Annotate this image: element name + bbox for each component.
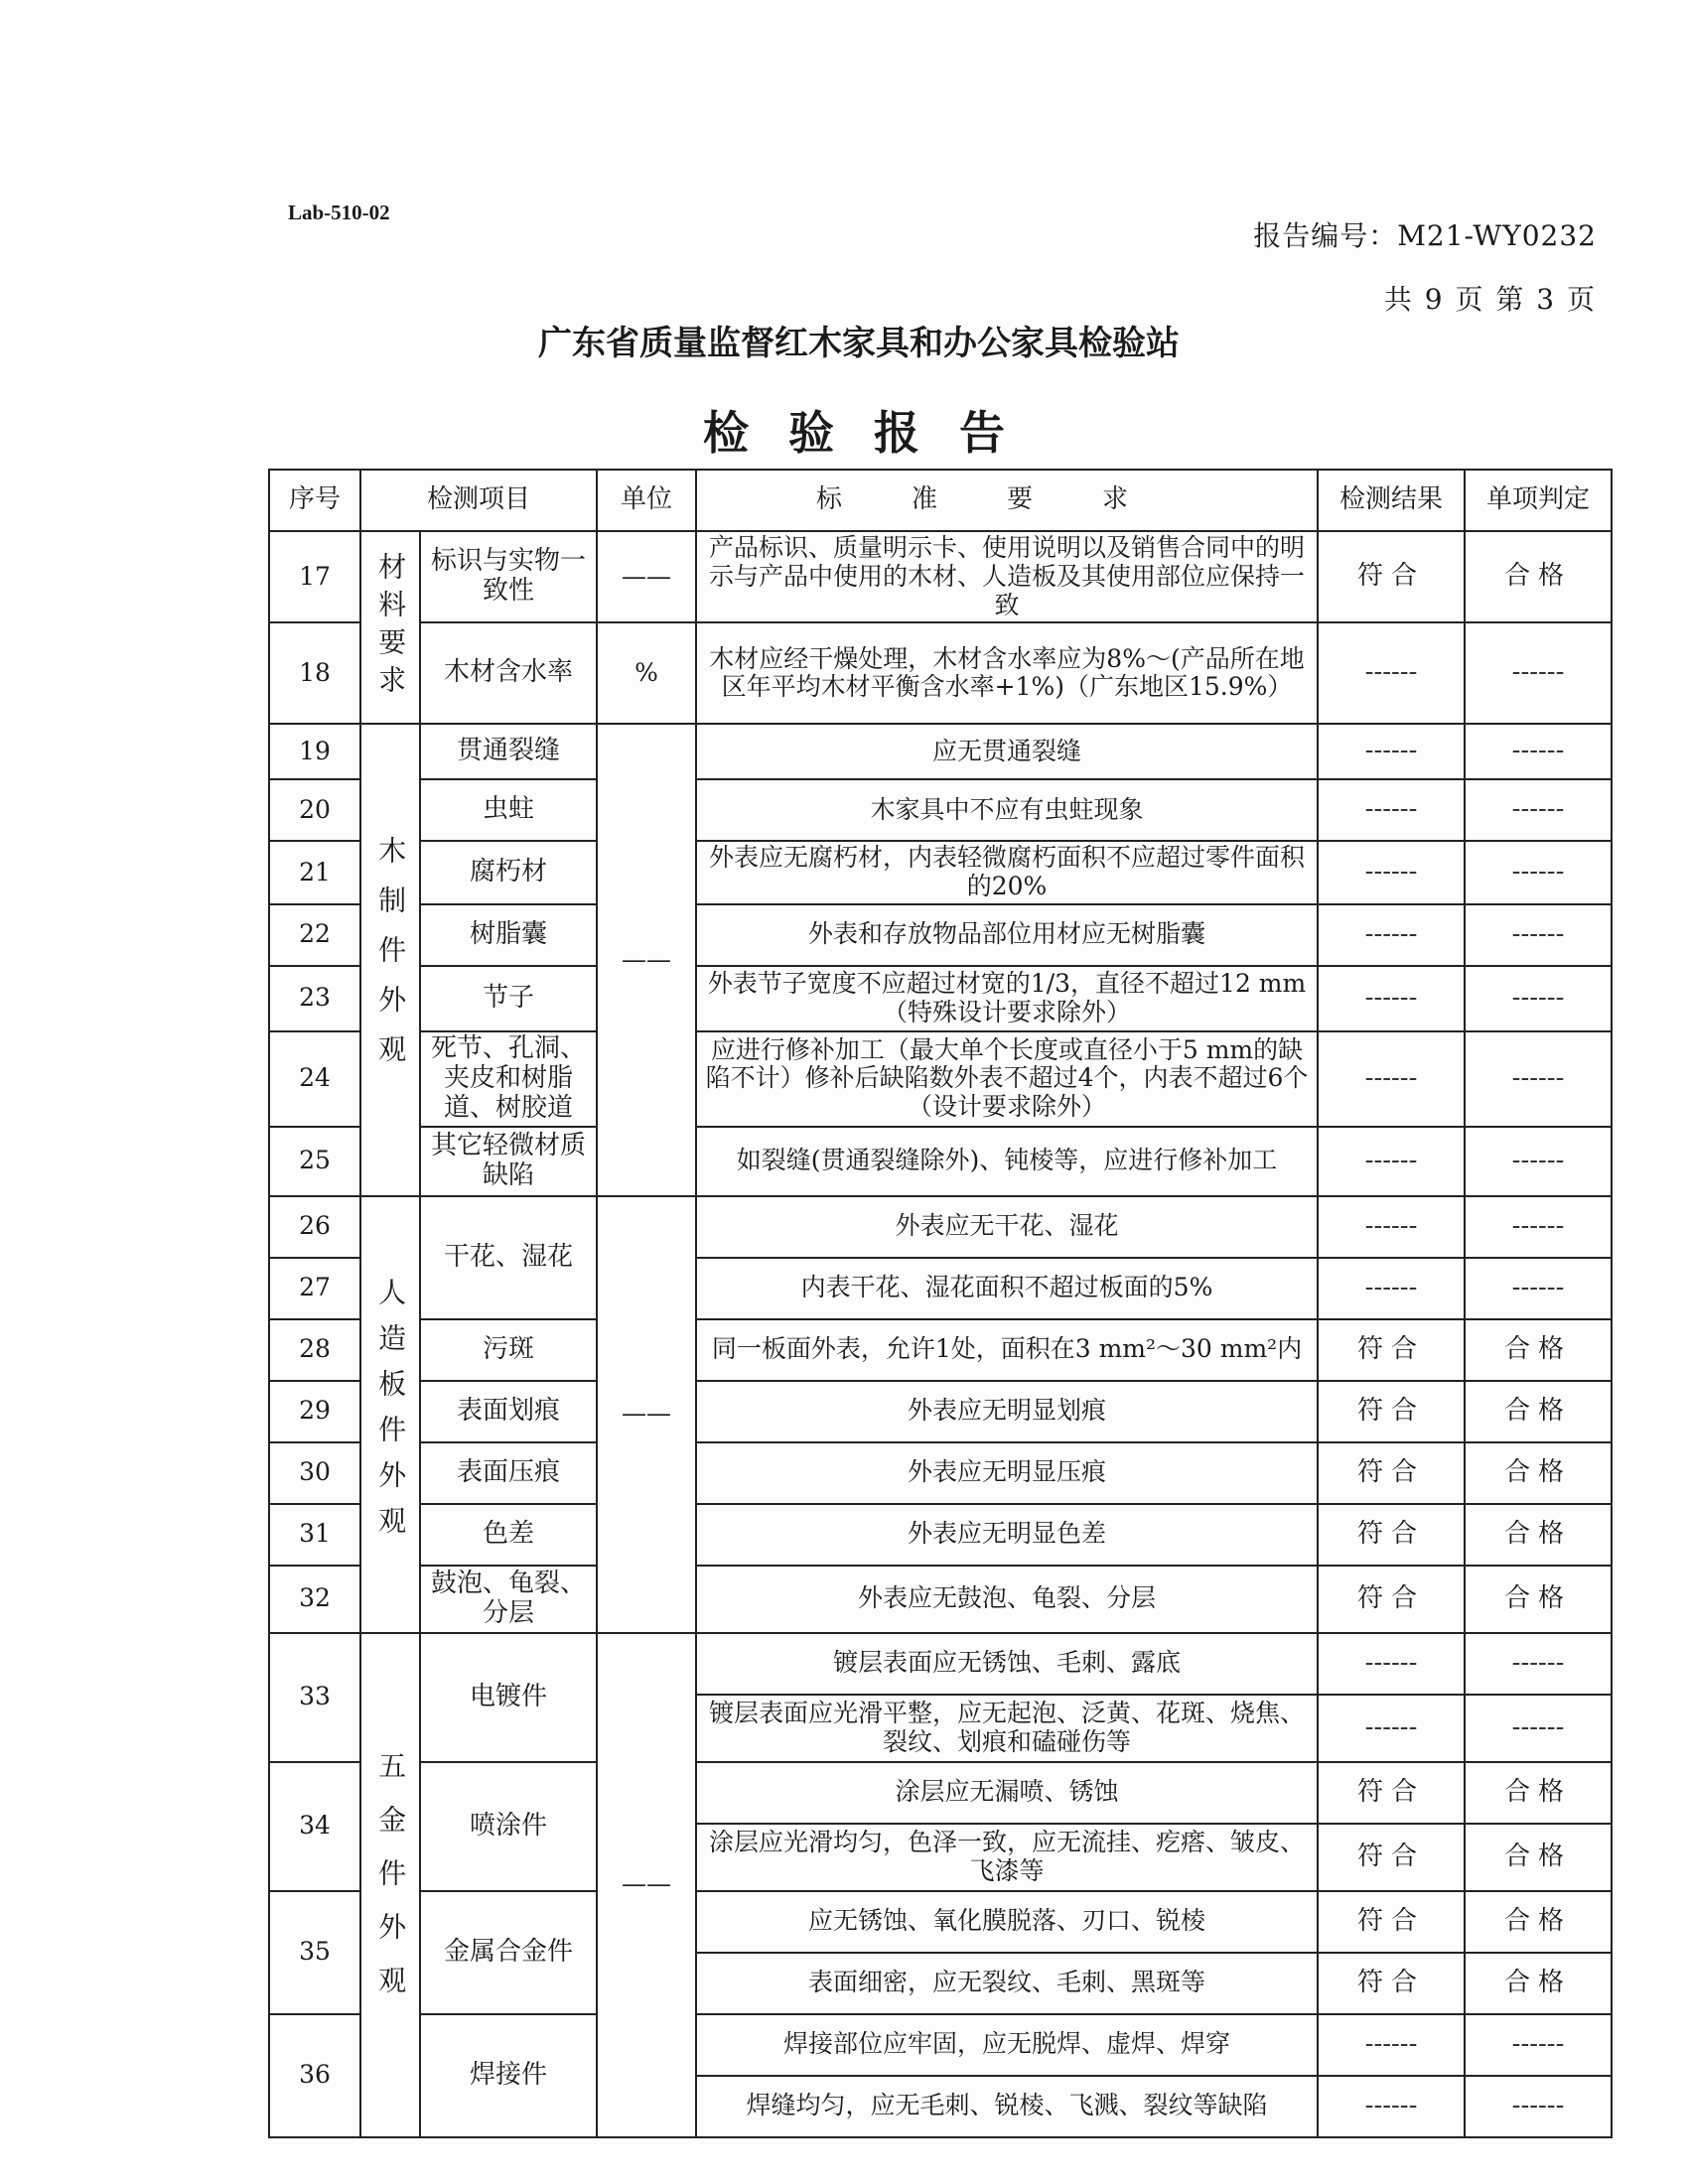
requirement: 涂层应光滑均匀，色泽一致，应无流挂、疙瘩、皱皮、飞漆等 — [696, 1824, 1318, 1891]
table-row — [269, 1381, 1612, 1442]
verdict: ------ — [1465, 2014, 1612, 2076]
requirement: 如裂缝(贯通裂缝除外)、钝棱等，应进行修补加工 — [696, 1127, 1318, 1196]
result: 符合 — [1318, 1504, 1465, 1566]
verdict: 合格 — [1465, 1566, 1612, 1633]
verdict: 合格 — [1465, 1953, 1612, 2014]
item-name: 干花、湿花 — [420, 1196, 597, 1319]
table-row — [269, 1319, 1612, 1381]
item-name: 节子 — [420, 966, 597, 1031]
requirement: 外表应无明显划痕 — [696, 1381, 1318, 1442]
item-name: 电镀件 — [420, 1633, 597, 1762]
row-number: 21 — [269, 841, 360, 904]
table-row — [269, 1762, 1612, 1824]
row-number: 29 — [269, 1381, 360, 1442]
table-row — [269, 1031, 1612, 1127]
row-number: 22 — [269, 904, 360, 966]
unit: —— — [597, 1633, 696, 2137]
requirement: 焊接部位应牢固，应无脱焊、虚焊、焊穿 — [696, 2014, 1318, 2076]
item-name: 虫蛀 — [420, 779, 597, 841]
item-name: 表面划痕 — [420, 1381, 597, 1442]
verdict: ------ — [1465, 966, 1612, 1031]
result: 符合 — [1318, 1824, 1465, 1891]
col-header-requirement: 标准要求 — [696, 470, 1318, 531]
verdict: 合格 — [1465, 1762, 1612, 1824]
requirement: 外表应无明显压痕 — [696, 1442, 1318, 1504]
document-title: 检验报告 — [703, 406, 1045, 460]
table-row — [269, 779, 1612, 841]
row-number: 25 — [269, 1127, 360, 1196]
requirement: 产品标识、质量明示卡、使用说明以及销售合同中的明示与产品中使用的木材、人造板及其使用部位应保持一致 — [696, 531, 1318, 622]
item-name: 其它轻微材质缺陷 — [420, 1127, 597, 1196]
verdict: ------ — [1465, 1258, 1612, 1319]
requirement: 应无贯通裂缝 — [696, 724, 1318, 779]
result: ------ — [1318, 1031, 1465, 1127]
table-row — [269, 1566, 1612, 1633]
verdict: ------ — [1465, 1695, 1612, 1762]
item-name: 表面压痕 — [420, 1442, 597, 1504]
table-row — [269, 841, 1612, 904]
item-name: 焊接件 — [420, 2014, 597, 2137]
item-name: 树脂囊 — [420, 904, 597, 966]
result: 符合 — [1318, 1891, 1465, 1953]
verdict: ------ — [1465, 904, 1612, 966]
col-header-result: 检测结果 — [1318, 470, 1465, 531]
verdict: 合格 — [1465, 1381, 1612, 1442]
row-number: 27 — [269, 1258, 360, 1319]
result: ------ — [1318, 966, 1465, 1031]
category-board: 人造板件外观 — [360, 1196, 420, 1633]
result: ------ — [1318, 1196, 1465, 1258]
col-header-item: 检测项目 — [360, 470, 597, 531]
requirement: 同一板面外表，允许1处，面积在3 mm²～30 mm²内 — [696, 1319, 1318, 1381]
verdict: 合格 — [1465, 1319, 1612, 1381]
verdict: 合格 — [1465, 1504, 1612, 1566]
verdict: 合格 — [1465, 1824, 1612, 1891]
row-number: 28 — [269, 1319, 360, 1381]
verdict: ------ — [1465, 1196, 1612, 1258]
page-info: 共 9 页 第 3 页 — [1383, 283, 1597, 316]
requirement: 涂层应无漏喷、锈蚀 — [696, 1762, 1318, 1824]
result: 符合 — [1318, 1381, 1465, 1442]
category-hardware: 五金件外观 — [360, 1633, 420, 2137]
item-name: 喷涂件 — [420, 1762, 597, 1891]
verdict: ------ — [1465, 1633, 1612, 1695]
requirement: 外表应无干花、湿花 — [696, 1196, 1318, 1258]
item-name: 金属合金件 — [420, 1891, 597, 2014]
organization-name: 广东省质量监督红木家具和办公家具检验站 — [538, 324, 1180, 363]
verdict: ------ — [1465, 1127, 1612, 1196]
requirement: 外表应无鼓泡、龟裂、分层 — [696, 1566, 1318, 1633]
item-name: 标识与实物一致性 — [420, 531, 597, 622]
item-name: 色差 — [420, 1504, 597, 1566]
requirement: 外表和存放物品部位用材应无树脂囊 — [696, 904, 1318, 966]
col-header-unit: 单位 — [597, 470, 696, 531]
table-row — [269, 1633, 1612, 1695]
table-row — [269, 724, 1612, 779]
row-number: 33 — [269, 1633, 360, 1762]
result: ------ — [1318, 1127, 1465, 1196]
requirement: 木材应经干燥处理，木材含水率应为8%～(产品所在地区年平均木材平衡含水率+1%)（广东地区15.9%） — [696, 622, 1318, 724]
item-name: 鼓泡、龟裂、分层 — [420, 1566, 597, 1633]
requirement: 外表应无明显色差 — [696, 1504, 1318, 1566]
item-name: 木材含水率 — [420, 622, 597, 724]
requirement: 应无锈蚀、氧化膜脱落、刃口、锐棱 — [696, 1891, 1318, 1953]
table-row — [269, 1442, 1612, 1504]
item-name: 污斑 — [420, 1319, 597, 1381]
requirement: 外表节子宽度不应超过材宽的1/3，直径不超过12 mm（特殊设计要求除外） — [696, 966, 1318, 1031]
row-number: 35 — [269, 1891, 360, 2014]
verdict: ------ — [1465, 724, 1612, 779]
category-wood: 木制件外观 — [360, 724, 420, 1196]
result: ------ — [1318, 841, 1465, 904]
table-row — [269, 966, 1612, 1031]
result: ------ — [1318, 724, 1465, 779]
requirement: 镀层表面应光滑平整，应无起泡、泛黄、花斑、烧焦、裂纹、划痕和磕碰伤等 — [696, 1695, 1318, 1762]
item-name: 贯通裂缝 — [420, 724, 597, 779]
table-row — [269, 1504, 1612, 1566]
result: 符合 — [1318, 1442, 1465, 1504]
row-number: 19 — [269, 724, 360, 779]
result: 符合 — [1318, 1319, 1465, 1381]
verdict: ------ — [1465, 622, 1612, 724]
result: ------ — [1318, 1258, 1465, 1319]
result: ------ — [1318, 779, 1465, 841]
result: ------ — [1318, 1695, 1465, 1762]
row-number: 34 — [269, 1762, 360, 1891]
col-header-verdict: 单项判定 — [1465, 470, 1612, 531]
row-number: 30 — [269, 1442, 360, 1504]
table-row — [269, 622, 1612, 724]
requirement: 表面细密，应无裂纹、毛刺、黑斑等 — [696, 1953, 1318, 2014]
unit: —— — [597, 531, 696, 622]
result: ------ — [1318, 2014, 1465, 2076]
unit: % — [597, 622, 696, 724]
result: 符合 — [1318, 1566, 1465, 1633]
row-number: 18 — [269, 622, 360, 724]
row-number: 26 — [269, 1196, 360, 1258]
result: ------ — [1318, 622, 1465, 724]
inspection-table — [268, 469, 1613, 2138]
item-name: 死节、孔洞、夹皮和树脂道、树胶道 — [420, 1031, 597, 1127]
row-number: 36 — [269, 2014, 360, 2137]
result: ------ — [1318, 1633, 1465, 1695]
result: 符合 — [1318, 1953, 1465, 2014]
table-row — [269, 1891, 1612, 1953]
unit: —— — [597, 1196, 696, 1633]
verdict: 合格 — [1465, 1442, 1612, 1504]
result: ------ — [1318, 2076, 1465, 2137]
verdict: 合格 — [1465, 531, 1612, 622]
requirement: 焊缝均匀，应无毛刺、锐棱、飞溅、裂纹等缺陷 — [696, 2076, 1318, 2137]
row-number: 20 — [269, 779, 360, 841]
verdict: ------ — [1465, 841, 1612, 904]
verdict: ------ — [1465, 2076, 1612, 2137]
row-number: 17 — [269, 531, 360, 622]
item-name: 腐朽材 — [420, 841, 597, 904]
table-row — [269, 1127, 1612, 1196]
unit: —— — [597, 724, 696, 1196]
table-row — [269, 2014, 1612, 2076]
col-header-no: 序号 — [269, 470, 360, 531]
row-number: 31 — [269, 1504, 360, 1566]
report-number: 报告编号：M21-WY0232 — [1253, 219, 1597, 252]
requirement: 外表应无腐朽材，内表轻微腐朽面积不应超过零件面积的20% — [696, 841, 1318, 904]
verdict: 合格 — [1465, 1891, 1612, 1953]
lab-code: Lab-510-02 — [288, 201, 390, 224]
result: 符合 — [1318, 531, 1465, 622]
table-row — [269, 1196, 1612, 1258]
table-row — [269, 904, 1612, 966]
category-material: 材料要求 — [360, 531, 420, 724]
verdict: ------ — [1465, 779, 1612, 841]
requirement: 内表干花、湿花面积不超过板面的5% — [696, 1258, 1318, 1319]
row-number: 32 — [269, 1566, 360, 1633]
verdict: ------ — [1465, 1031, 1612, 1127]
result: 符合 — [1318, 1762, 1465, 1824]
row-number: 23 — [269, 966, 360, 1031]
requirement: 镀层表面应无锈蚀、毛刺、露底 — [696, 1633, 1318, 1695]
result: ------ — [1318, 904, 1465, 966]
requirement: 木家具中不应有虫蛀现象 — [696, 779, 1318, 841]
requirement: 应进行修补加工（最大单个长度或直径小于5 mm的缺陷不计）修补后缺陷数外表不超过4个，内表不超过6个（设计要求除外） — [696, 1031, 1318, 1127]
table-row — [269, 531, 1612, 622]
table-header-row — [269, 470, 1612, 531]
row-number: 24 — [269, 1031, 360, 1127]
